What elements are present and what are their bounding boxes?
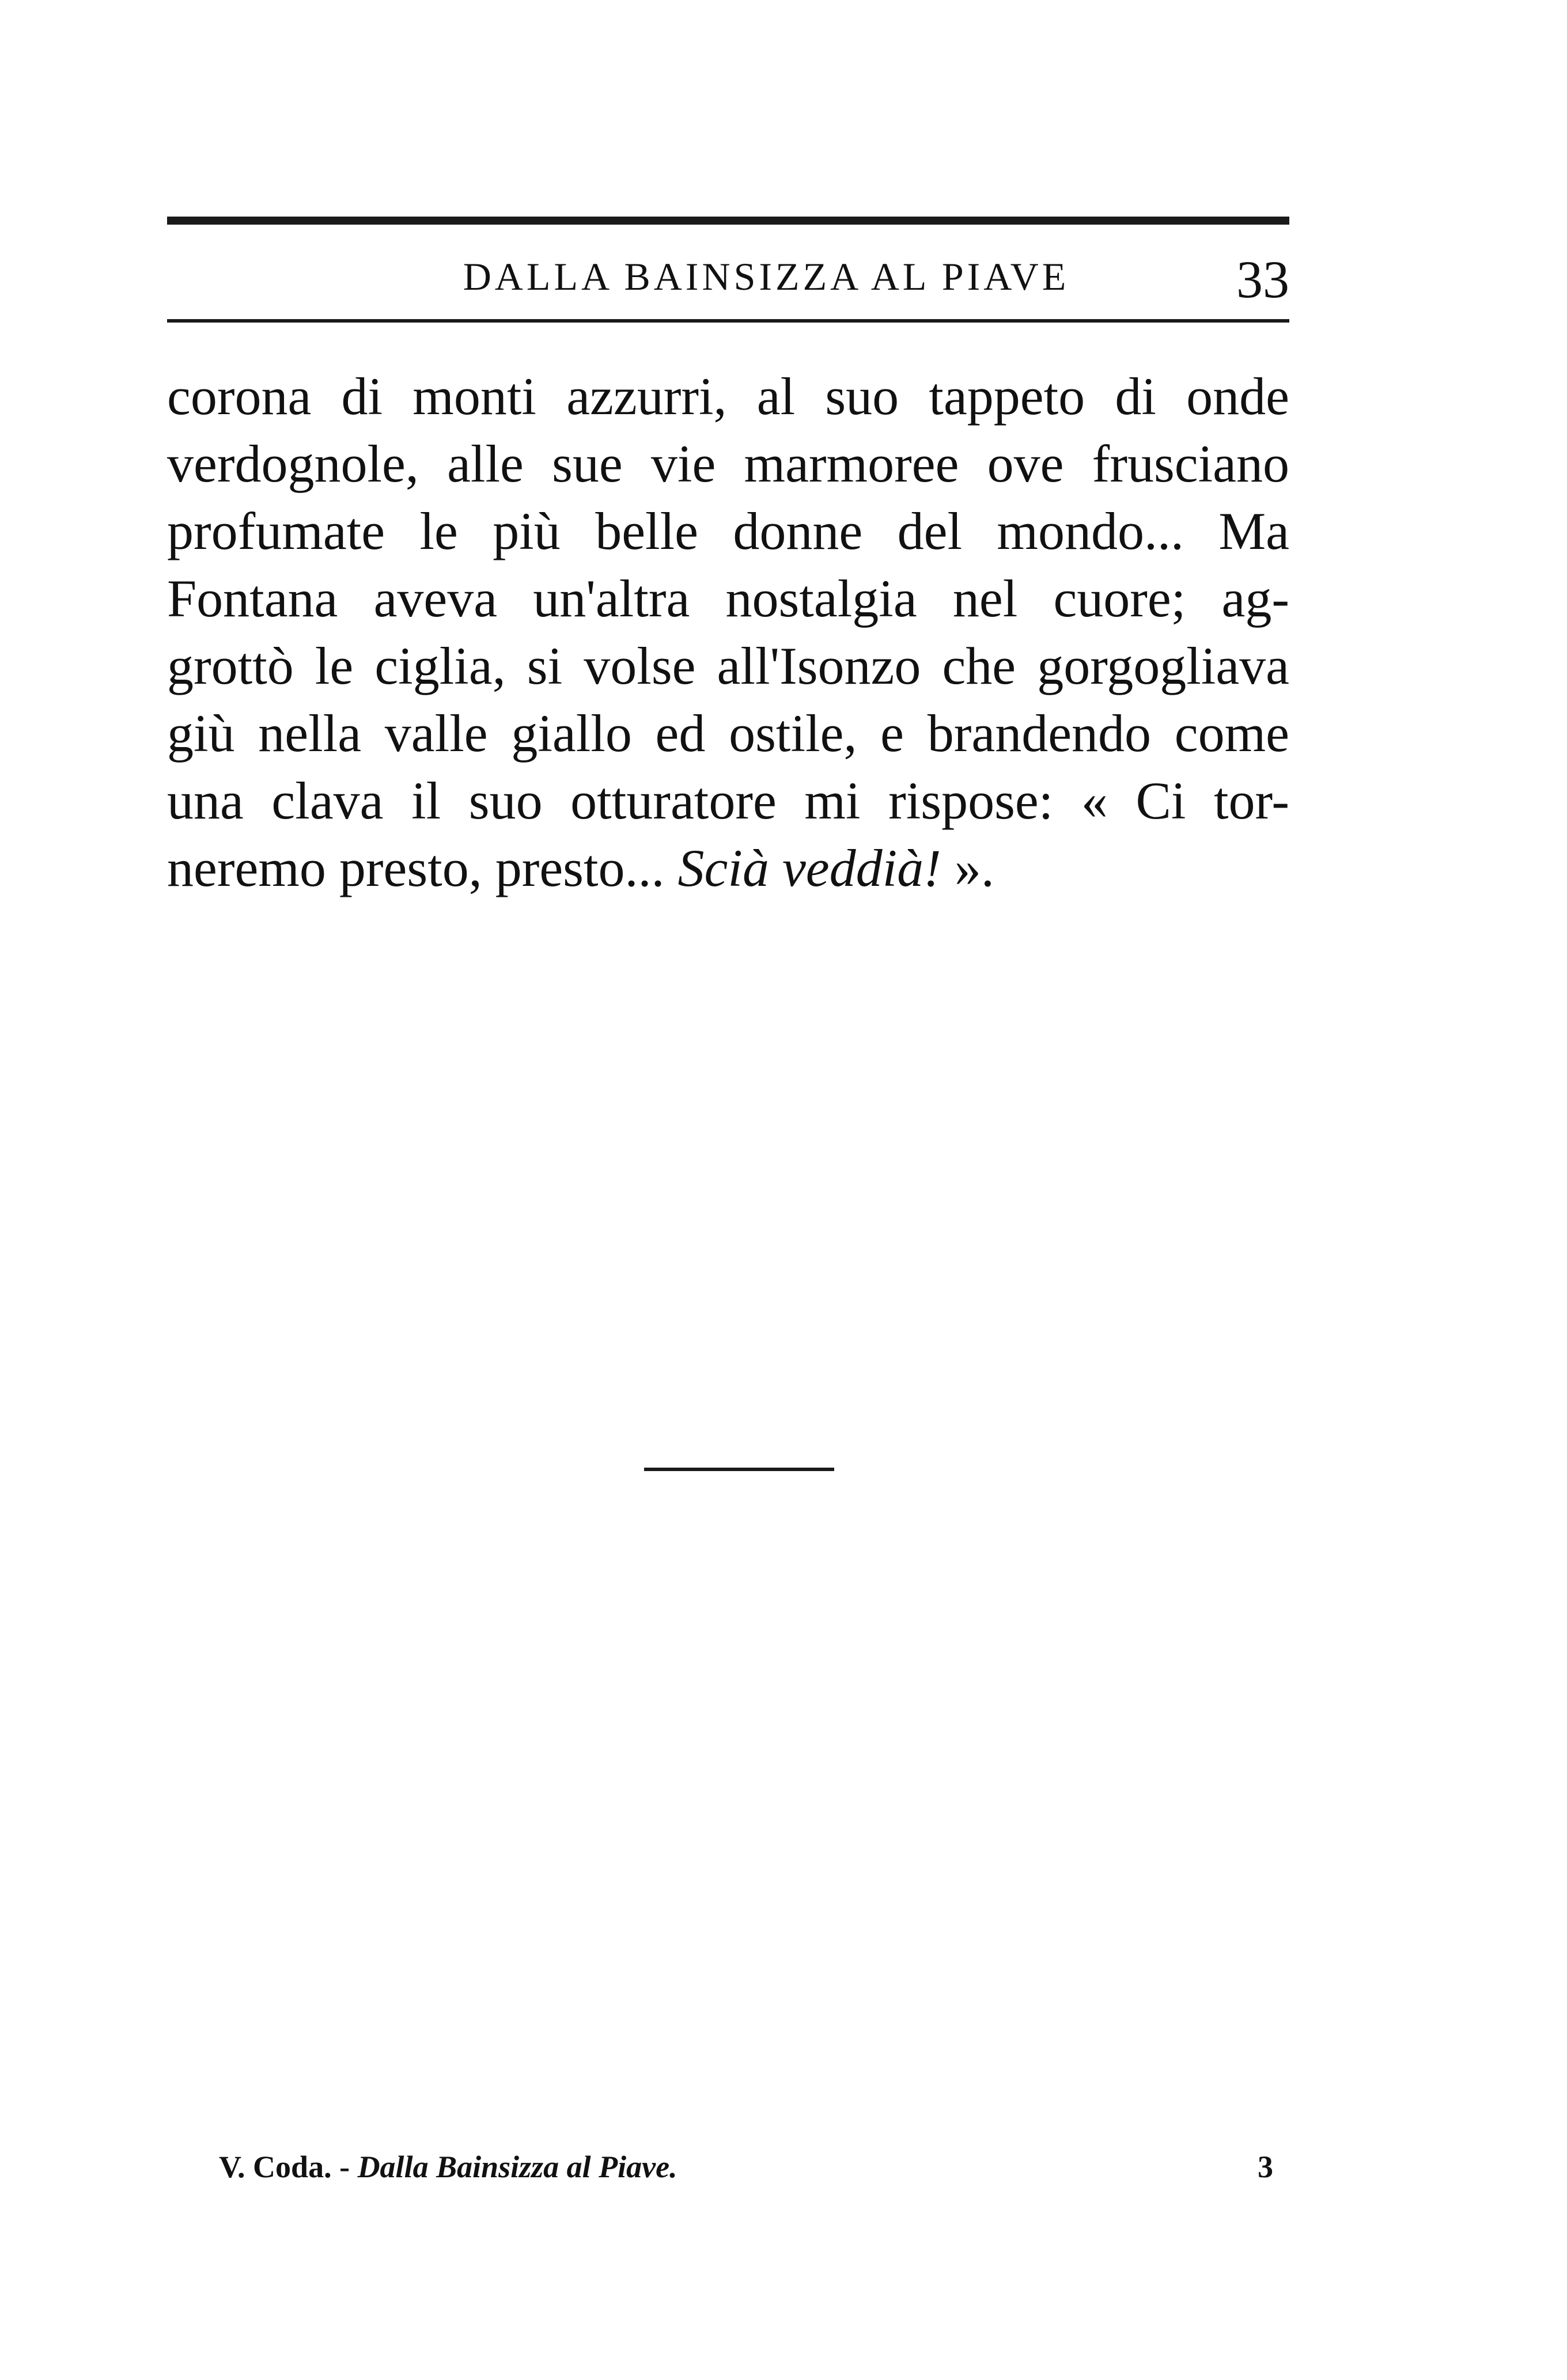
text-line: una clava il suo otturatore mi rispose: « Ci tor- <box>167 771 1289 830</box>
running-header <box>167 248 1289 311</box>
last-line-end: ». <box>941 839 994 897</box>
body-text <box>167 363 1289 902</box>
text-line: profumate le più belle donne del mondo... Ma <box>167 502 1289 560</box>
page-number: 33 <box>1236 250 1289 309</box>
footer-title: Dalla Bainsizza al Piave. <box>357 2150 677 2184</box>
last-line-italic: Scià veddià! <box>677 839 941 897</box>
text-line-last <box>167 835 1289 902</box>
footer-signature <box>219 2144 677 2190</box>
footer-author: V. Coda. - <box>219 2150 358 2184</box>
text-line: grottò le ciglia, si volse all'Isonzo che gorgogliava <box>167 636 1289 695</box>
text-line: Fontana aveva un'altra nostalgia nel cuore; ag- <box>167 569 1289 628</box>
running-title: DALLA BAINSIZZA AL PIAVE <box>463 255 1070 298</box>
text-line: verdognole, alle sue vie marmoree ove frusciano <box>167 434 1289 493</box>
section-end-rule <box>644 1468 834 1471</box>
text-line: giù nella valle giallo ed ostile, e brandendo come <box>167 704 1289 763</box>
page-footer <box>219 2144 1290 2190</box>
signature-mark: 3 <box>1258 2150 1273 2184</box>
header-top-rule <box>167 217 1289 225</box>
text-line: corona di monti azzurri, al suo tappeto di onde <box>167 367 1289 426</box>
last-line-start: neremo presto, presto... <box>167 839 678 897</box>
header-bottom-rule <box>167 319 1289 323</box>
